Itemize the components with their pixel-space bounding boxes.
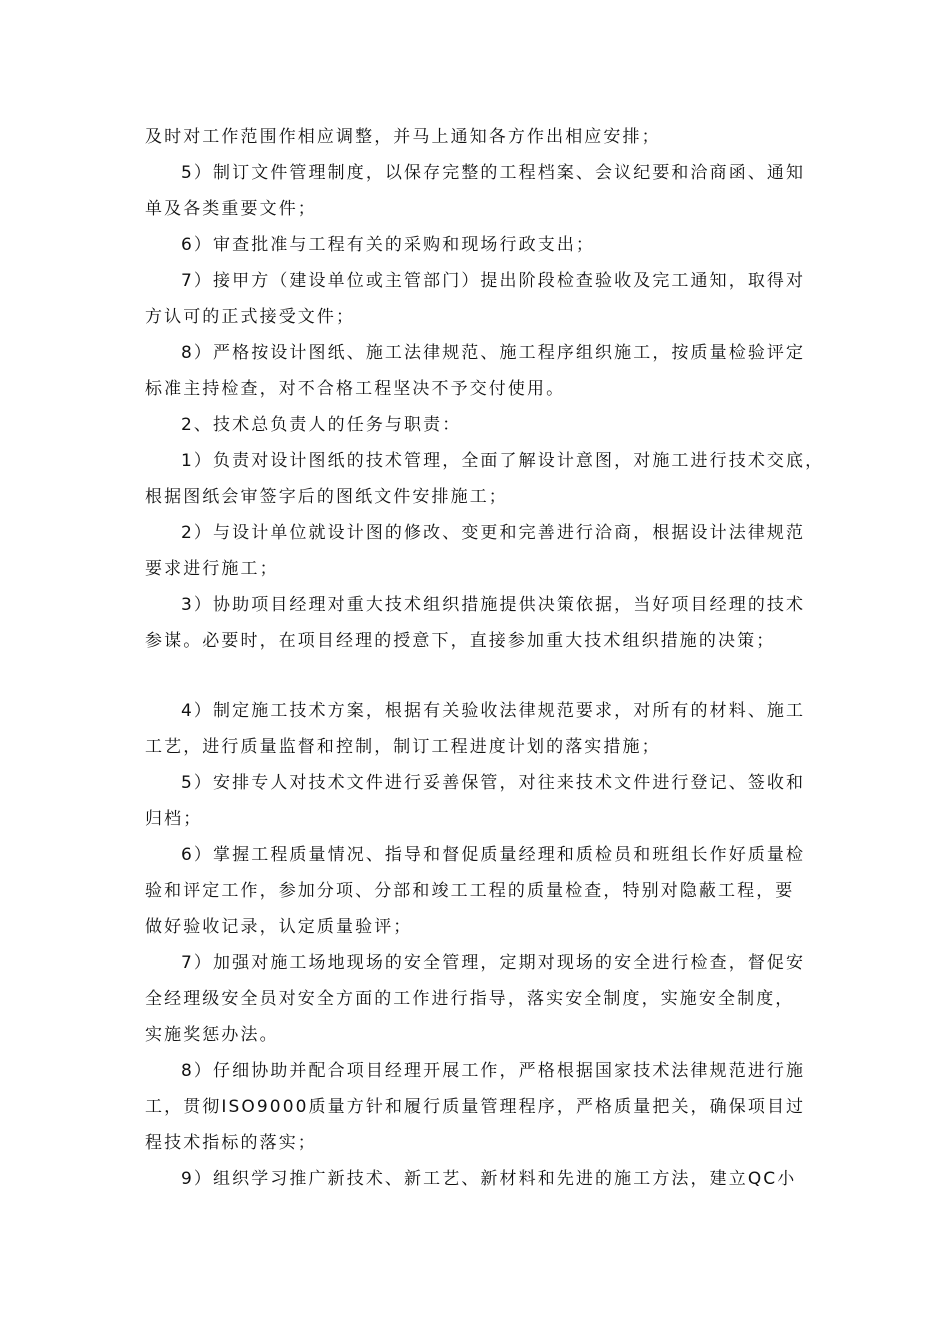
text-line: 标准主持检查，对不合格工程坚决不予交付使用。 <box>145 379 566 399</box>
text-line: 全经理级安全员对安全方面的工作进行指导，落实安全制度，实施安全制度， <box>145 989 795 1009</box>
text-line: 3）协助项目经理对重大技术组织措施提供决策依据，当好项目经理的技术 <box>181 595 806 615</box>
text-line: 工，贯彻ISO9000质量方针和履行质量管理程序，严格质量把关，确保项目过 <box>145 1097 806 1117</box>
section-heading: 2、技术总负责人的任务与职责： <box>181 415 462 435</box>
text-line: 归档； <box>145 809 203 829</box>
text-line: 程技术指标的落实； <box>145 1133 317 1153</box>
text-line: 验和评定工作，参加分项、分部和竣工工程的质量检查，特别对隐蔽工程，要 <box>145 881 795 901</box>
text-line: 根据图纸会审签字后的图纸文件安排施工； <box>145 487 508 507</box>
text-line: 5）制订文件管理制度，以保存完整的工程档案、会议纪要和洽商函、通知 <box>181 163 806 183</box>
text-line: 6）掌握工程质量情况、指导和督促质量经理和质检员和班组长作好质量检 <box>181 845 806 865</box>
text-line: 要求进行施工； <box>145 559 279 579</box>
text-line: 8）仔细协助并配合项目经理开展工作，严格根据国家技术法律规范进行施 <box>181 1061 806 1081</box>
text-line: 7）加强对施工场地现场的安全管理，定期对现场的安全进行检查，督促安 <box>181 953 806 973</box>
text-line: 6）审查批准与工程有关的采购和现场行政支出； <box>181 235 596 255</box>
text-line: 单及各类重要文件； <box>145 199 317 219</box>
text-line: 实施奖惩办法。 <box>145 1025 279 1045</box>
text-line: 参谋。必要时，在项目经理的授意下，直接参加重大技术组织措施的决策； <box>145 631 776 651</box>
text-line: 9）组织学习推广新技术、新工艺、新材料和先进的施工方法，建立QC小 <box>181 1169 797 1189</box>
text-line: 及时对工作范围作相应调整，并马上通知各方作出相应安排； <box>145 127 661 147</box>
text-line: 工艺，进行质量监督和控制，制订工程进度计划的落实措施； <box>145 737 661 757</box>
text-line: 做好验收记录，认定质量验评； <box>145 917 413 937</box>
text-line: 4）制定施工技术方案，根据有关验收法律规范要求，对所有的材料、施工 <box>181 701 806 721</box>
text-line: 1）负责对设计图纸的技术管理，全面了解设计意图，对施工进行技术交底， <box>181 451 825 471</box>
text-line: 5）安排专人对技术文件进行妥善保管，对往来技术文件进行登记、签收和 <box>181 773 806 793</box>
text-line: 方认可的正式接受文件； <box>145 307 356 327</box>
text-line: 8）严格按设计图纸、施工法律规范、施工程序组织施工，按质量检验评定 <box>181 343 806 363</box>
text-line: 7）接甲方（建设单位或主管部门）提出阶段检查验收及完工通知，取得对 <box>181 271 806 291</box>
text-line: 2）与设计单位就设计图的修改、变更和完善进行洽商，根据设计法律规范 <box>181 523 806 543</box>
